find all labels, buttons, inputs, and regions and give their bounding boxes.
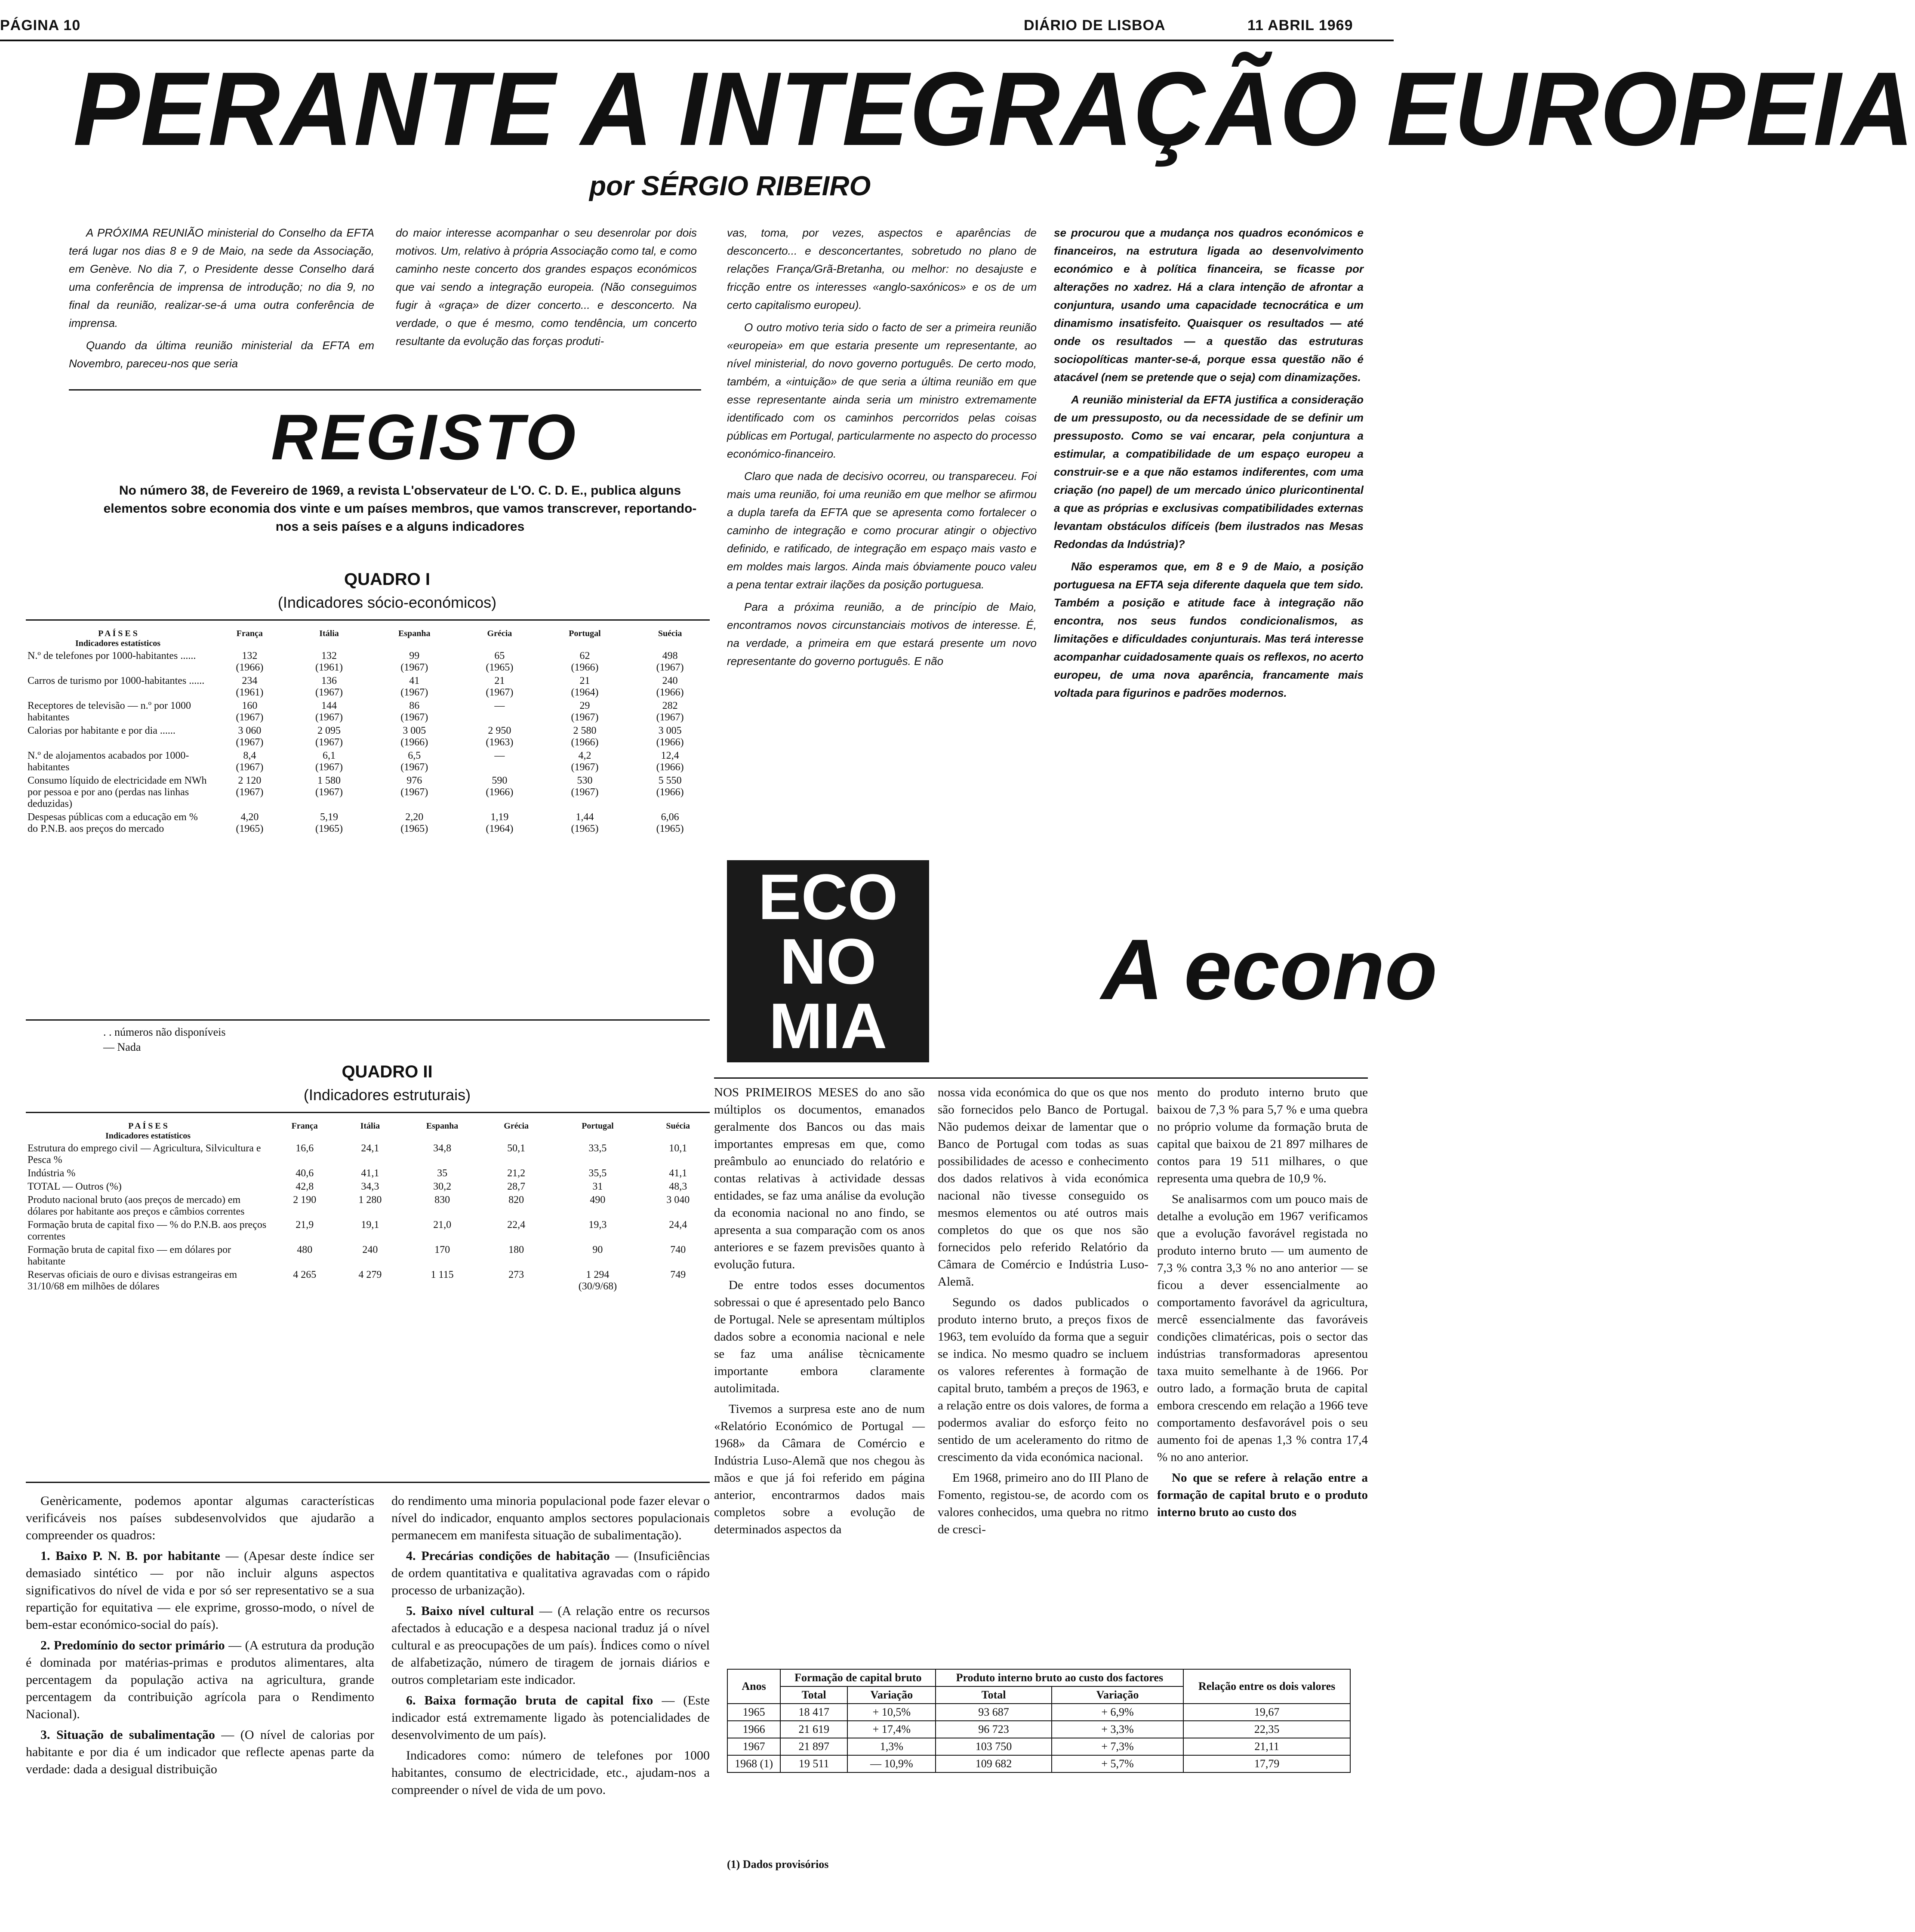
table-row xyxy=(26,749,710,774)
registo-text-col-2 xyxy=(391,1492,710,1802)
table-cell: 35,5 xyxy=(588,1168,607,1179)
table-cell: + 7,3% xyxy=(1052,1738,1184,1755)
row-label: Indústria % xyxy=(28,1168,76,1179)
table-cell: 21,11 xyxy=(1183,1738,1350,1755)
item-title: 6. Baixa formação bruta de capital fixo xyxy=(406,1693,653,1707)
table-cell: 132 (1961) xyxy=(315,650,343,673)
article-paragraph: do maior interesse acompanhar o seu desenrolar por dois motivos. Um, relativo à própria Associação como tal, e como caminho neste concerto dos grandes espaços económicos que vai sendo a integração europeia. (Não conseguimos fugir à «graça» de dizer concerto... e desconcerto. Na verdade, o que é mesmo, como tendência, um concerto resultante da evolução das forças produti- xyxy=(396,226,697,348)
table-row xyxy=(26,724,710,749)
table-cell: 34,8 xyxy=(433,1143,452,1154)
table-cell: 2 120 (1967) xyxy=(236,775,264,798)
table-cell: 170 xyxy=(434,1244,450,1255)
table-cell: — xyxy=(494,700,505,711)
table-cell: 2 950 (1963) xyxy=(486,725,514,748)
country-header: Itália xyxy=(360,1121,380,1131)
table-cell: — 10,9% xyxy=(847,1755,936,1772)
table-cell: 1 294 (30/9/68) xyxy=(578,1269,617,1292)
economia-col-1 xyxy=(714,1084,925,1541)
table-cell: 2 580 (1966) xyxy=(571,725,599,748)
economia-paragraph: No que se refere à relação entre a formação de capital bruto e o produto interno bruto ao custo dos xyxy=(1157,1471,1368,1519)
item-text: — (A estrutura da produção é dominada por matérias-primas e produtos alimentares, alta percentagem da população activa na agricultura, grande percentagem da contribuição agrícola para o Rendimento Nacional). xyxy=(26,1638,374,1721)
registo-text-col-1 xyxy=(26,1492,374,1781)
table-cell: + 6,9% xyxy=(1052,1704,1184,1721)
table-cell: 2,20 (1965) xyxy=(400,812,428,834)
table-cell: 42,8 xyxy=(296,1181,314,1192)
table-row xyxy=(26,1180,710,1194)
registo-paragraph xyxy=(391,1692,710,1744)
table-cell: + 17,4% xyxy=(847,1721,936,1738)
economia-rule xyxy=(714,1077,1368,1079)
economia-col-3 xyxy=(1157,1084,1368,1524)
country-header: Itália xyxy=(319,629,339,638)
table-cell: 1967 xyxy=(727,1738,780,1755)
table-cell: 30,2 xyxy=(433,1181,452,1192)
issue-date: 11 ABRIL 1969 xyxy=(1247,17,1353,34)
country-header: Espanha xyxy=(398,629,431,638)
row-label: Carros de turismo por 1000-habitantes ...... xyxy=(28,675,205,686)
col-header-anos: Anos xyxy=(727,1669,780,1704)
article-rule xyxy=(69,389,701,391)
country-header: Grécia xyxy=(504,1121,529,1131)
item-text: — (O nível de calorias por habitante e por dia é um indicador que reflecte apenas parte da verdade: dada a desigual distribuição xyxy=(26,1728,375,1776)
col-header-variacao: Variação xyxy=(847,1686,936,1704)
registo-paragraph xyxy=(26,1637,374,1723)
registo-paragraph xyxy=(26,1547,374,1634)
item-title: 3. Situação de subalimentação xyxy=(40,1728,215,1742)
table-cell: 240 xyxy=(362,1244,378,1255)
table-cell: 6,06 (1965) xyxy=(656,812,684,834)
table-row xyxy=(26,699,710,724)
header-rule xyxy=(0,40,1394,41)
table-cell: 86 (1967) xyxy=(400,700,428,723)
row-label: Receptores de televisão — n.º por 1000 habitantes xyxy=(28,700,191,723)
article-paragraph: A reunião ministerial da EFTA justifica a consideração de um pressuposto, ou da necessidade de se definir um pressuposto. Como se vai encarar, pela conjuntura a estimular, a compatibilidade de um espaço europeu a construir-se e a que não estamos indiferentes, com uma criação (no papel) de um mercado único pluricontinental a que as próprias e exclusivas compatibilidades externas levantam obstáculos difíceis (bem ilustrados nas Mesas Redondas da Indústria)? xyxy=(1054,393,1364,551)
row-label: Formação bruta de capital fixo — em dólares por habitante xyxy=(28,1244,231,1267)
table-cell: 1,44 (1965) xyxy=(571,812,599,834)
economia-paragraph: Se analisarmos com um pouco mais de detalhe a evolução em 1967 verificamos que a evolução favorável registada no produto interno bruto — um aumento de 7,3 % contra 3,3 % no ano anterior — se ficou a dever essencialmente ao comportamento favorável da agricultura, mercê essencialmente das favoráveis condições climatéricas, pois o sector das indústrias transformadoras apresentou taxa muito semelhante à de 1966. Por outro lado, a formação bruta de capital embora crescendo em relação a 1966 teve comportamento desfavorável pois o seu aumento foi de apenas 1,3 % contra 17,4 % no ano anterior. xyxy=(1157,1192,1368,1464)
table-cell: 240 (1966) xyxy=(656,675,684,698)
economia-paragraph: De entre todos esses documentos sobressai o que é apresentado pelo Banco de Portugal. Nele se apresentam múltiplos dados sobre a economia nacional e nele se faz uma análise tècnicamente importante embora claramente autolimitada. xyxy=(714,1278,925,1395)
table-cell: 3 005 (1966) xyxy=(656,725,684,748)
table-cell: 740 xyxy=(670,1244,686,1255)
table-cell: 93 687 xyxy=(936,1704,1051,1721)
byline: por SÉRGIO RIBEIRO xyxy=(589,170,871,201)
legend-nothing: — Nada xyxy=(103,1041,141,1053)
economia-table-note: (1) Dados provisórios xyxy=(727,1858,829,1870)
table-cell: 62 (1966) xyxy=(571,650,599,673)
table-cell: 21 (1967) xyxy=(486,675,514,698)
row-label: Produto nacional bruto (aos preços de mercado) em dólares por habitante aos preços e câmbios correntes xyxy=(28,1194,245,1217)
table-header-paises xyxy=(26,1120,270,1142)
row-label: Consumo líquido de electricidade em NWh por pessoa e por ano (perdas nas linhas deduzidas) xyxy=(28,775,207,809)
registo-paragraph xyxy=(391,1603,710,1689)
economia-table xyxy=(727,1669,1351,1773)
item-text: — (Apesar deste índice ser demasiado sintético — por não incluir alguns aspectos significativos do nível de vida e por só ser representativo se a sua repartição for equitativa — ele exprime, grosso-modo, o nível de bem-estar económico-social do país). xyxy=(26,1549,374,1632)
table-cell: 8,4 (1967) xyxy=(236,750,264,773)
registo-paragraph: Indicadores como: número de telefones por 1000 habitantes, consumo de electricidade, etc., ajudam-nos a compreender o nível de vida de um povo. xyxy=(391,1748,710,1797)
quadro-2-table xyxy=(26,1120,710,1293)
article-paragraph: A PRÓXIMA REUNIÃO ministerial do Conselho da EFTA terá lugar nos dias 8 e 9 de Maio, na sede da Associação, em Genève. No dia 7, o Presidente desse Conselho dará uma conferência de imprensa de introdução; no dia 9, no final da reunião, realizar-se-á uma outra conferência de imprensa. xyxy=(69,226,374,329)
col-header-fbc: Formação de capital bruto xyxy=(780,1669,936,1686)
table-cell: 19 511 xyxy=(780,1755,847,1772)
economia-title: A econo xyxy=(1101,922,1438,1018)
item-title: 4. Precárias condições de habitação xyxy=(406,1549,610,1563)
table-header-label: Indicadores estatísticos xyxy=(75,639,160,648)
article-col-2 xyxy=(396,224,697,354)
table-cell: + 3,3% xyxy=(1052,1721,1184,1738)
article-paragraph: vas, toma, por vezes, aspectos e aparências de desconcerto... e desconcertantes, sobretudo no plano de relações França/Grã-Bretanha, ou melhor: no desajuste e fricção entre os interesses «anglo-saxónicos» e os de um certo capitalismo europeu). xyxy=(727,226,1037,311)
economia-paragraph: mento do produto interno bruto que baixou de 7,3 % para 5,7 % e uma quebra no próprio volume da formação bruta de capital que baixou de 21 897 milhares de contos para 19 511 milhares, o que representa uma quebra de 10,9 %. xyxy=(1157,1086,1368,1185)
row-label: Reservas oficiais de ouro e divisas estrangeiras em 31/10/68 em milhões de dólares xyxy=(28,1269,237,1292)
table-row xyxy=(727,1755,1350,1772)
table-row xyxy=(26,1142,710,1167)
table-header-label: P A Í S E S xyxy=(98,629,138,638)
quadro-1-title: QUADRO I xyxy=(344,570,430,589)
table-cell: 35 xyxy=(437,1168,448,1179)
quadro-2-subtitle: (Indicadores estruturais) xyxy=(303,1086,471,1104)
table-cell: 28,7 xyxy=(507,1181,526,1192)
logo-line: MIA xyxy=(769,990,887,1062)
col-header-variacao: Variação xyxy=(1052,1686,1184,1704)
item-title: 1. Baixo P. N. B. por habitante xyxy=(40,1549,220,1563)
article-paragraph: se procurou que a mudança nos quadros económicos e financeiros, na estrutura ligada ao desenvolvimento económico e à política financeira, se ficasse por alterações no xadrez. Há a clara intenção de afrontar a conjuntura, usando uma capacidade tecnocrática e um dinamismo insatisfeito. Quaisquer os resultados — até onde os resultados — a questão das estruturas sociopolíticas manter-se-á, porque essa questão não é atacável (nem se pretende que o seja) com dinamizações. xyxy=(1054,226,1364,384)
logo-line: NO xyxy=(779,925,877,997)
table-cell: 234 (1961) xyxy=(236,675,264,698)
registo-title: REGISTO xyxy=(271,401,579,473)
table-cell: 24,1 xyxy=(361,1143,379,1154)
table-cell: 498 (1967) xyxy=(656,650,684,673)
country-header: Portugal xyxy=(582,1121,614,1131)
country-header: Suécia xyxy=(658,629,682,638)
table-cell: 1968 (1) xyxy=(727,1755,780,1772)
article-paragraph: Claro que nada de decisivo ocorreu, ou transpareceu. Foi mais uma reunião, foi uma reunião em que melhor se afirmou a dupla tarefa da EFTA que se apresenta como fortalecer o caminho de integração e como procurar atingir o objectivo definido, e ratificado, de integração em espaço mais vasto e em moldes mais largos. Ainda mais óbviamente pouco valeu a pena tentar extrair ilações da posição portuguesa. xyxy=(727,470,1037,591)
economia-logo xyxy=(727,860,929,1062)
table-row xyxy=(26,1268,710,1293)
table-row xyxy=(727,1738,1350,1755)
country-header: Espanha xyxy=(426,1121,459,1131)
table-row xyxy=(26,1194,710,1218)
table-row xyxy=(727,1721,1350,1738)
col-header-total: Total xyxy=(780,1686,847,1704)
table-cell: 21,0 xyxy=(433,1219,452,1231)
table-cell: 96 723 xyxy=(936,1721,1051,1738)
table-cell: 160 (1967) xyxy=(236,700,264,723)
row-label: Estrutura do emprego civil — Agricultura, Silvicultura e Pesca % xyxy=(28,1143,261,1166)
col-header-total: Total xyxy=(936,1686,1051,1704)
table-cell: 1,19 (1964) xyxy=(486,812,514,834)
quadro-2-title: QUADRO II xyxy=(342,1062,433,1081)
table-cell: 480 xyxy=(297,1244,313,1255)
item-text: — (A relação entre os recursos afectados à educação e a despesa nacional traduz já o nível cultural e as preocupações de um país). Índices como o nível de alfabetização, número de tiragem de jornais diários e outros completariam este indicador. xyxy=(391,1604,710,1687)
table-cell: 19,3 xyxy=(588,1219,607,1231)
registo-paragraph xyxy=(26,1726,374,1778)
table-cell: 22,4 xyxy=(507,1219,526,1231)
table-cell: 29 (1967) xyxy=(571,700,599,723)
table-cell: 830 xyxy=(434,1194,450,1206)
table-cell: 103 750 xyxy=(936,1738,1051,1755)
table-row xyxy=(727,1704,1350,1721)
economia-paragraph: Em 1968, primeiro ano do III Plano de Fomento, registou-se, de acordo com os valores conhecidos, uma quebra no ritmo de cresci- xyxy=(938,1471,1148,1536)
table-cell: 19,1 xyxy=(361,1219,379,1231)
row-label: Formação bruta de capital fixo — % do P.N.B. aos preços correntes xyxy=(28,1219,267,1242)
table-cell: 41 (1967) xyxy=(400,675,428,698)
table-cell: 21 (1964) xyxy=(571,675,599,698)
table-cell: 21 619 xyxy=(780,1721,847,1738)
main-headline: PERANTE A INTEGRAÇÃO EUROPEIA xyxy=(73,50,1915,168)
table-cell: 3 040 xyxy=(666,1194,690,1206)
quadro-1-rule xyxy=(26,619,710,621)
item-text: — (Este indicador está extremamente ligado às potencialidades de desenvolvimento de um país). xyxy=(391,1693,710,1742)
quadro-2-bottom-rule xyxy=(26,1482,710,1483)
table-cell: 99 (1967) xyxy=(400,650,428,673)
table-cell: 273 xyxy=(508,1269,524,1280)
quadro-1-subtitle: (Indicadores sócio-económicos) xyxy=(277,594,497,611)
table-cell: 180 xyxy=(508,1244,524,1255)
table-cell: 4 279 xyxy=(358,1269,382,1280)
table-cell: + 5,7% xyxy=(1052,1755,1184,1772)
table-cell: 144 (1967) xyxy=(315,700,343,723)
item-title: 2. Predomínio do sector primário xyxy=(40,1638,225,1652)
table-cell: + 10,5% xyxy=(847,1704,936,1721)
quadro-1-bottom-rule xyxy=(26,1019,710,1021)
article-col-4 xyxy=(1054,224,1364,706)
table-cell: 4,2 (1967) xyxy=(571,750,599,773)
table-cell: 18 417 xyxy=(780,1704,847,1721)
table-cell: 2 190 xyxy=(293,1194,317,1206)
country-header: França xyxy=(291,1121,318,1131)
table-cell: 749 xyxy=(670,1269,686,1280)
table-cell: 48,3 xyxy=(669,1181,687,1192)
country-header: Grécia xyxy=(487,629,512,638)
article-paragraph: Quando da última reunião ministerial da EFTA em Novembro, pareceu-nos que seria xyxy=(69,339,374,370)
item-text: — (Insuficiências de ordem quantitativa e qualitativa agravadas com o rápido processo de urbanização). xyxy=(391,1549,710,1597)
article-col-1 xyxy=(69,224,374,377)
table-header-paises xyxy=(26,628,210,649)
table-cell: 3 060 (1967) xyxy=(236,725,264,748)
table-cell: 24,4 xyxy=(669,1219,687,1231)
economia-paragraph: nossa vida económica do que os que nos são fornecidos pelo Banco de Portugal. Não pudemos deixar de lamentar que o Banco de Portugal com todas as suas possibilidades de acesso e conhecimento dos dados relativos à vida económica nacional não tivesse conseguido os mesmos elementos ou até outros mais completos do que os que nos são fornecidos pelo referido Relatório da Câmara de Comércio e Indústria Luso-Alemã. xyxy=(938,1086,1148,1289)
table-cell: 490 xyxy=(590,1194,606,1206)
table-cell: 19,67 xyxy=(1183,1704,1350,1721)
table-row xyxy=(26,1218,710,1243)
table-cell: 3 005 (1966) xyxy=(400,725,428,748)
table-cell: 17,79 xyxy=(1183,1755,1350,1772)
table-cell: 21 897 xyxy=(780,1738,847,1755)
table-cell: 136 (1967) xyxy=(315,675,343,698)
table-cell: 16,6 xyxy=(296,1143,314,1154)
table-cell: 1 580 (1967) xyxy=(315,775,343,798)
row-label: N.º de telefones por 1000-habitantes ...... xyxy=(28,650,196,661)
table-cell: 90 xyxy=(592,1244,603,1255)
table-cell: 4 265 xyxy=(293,1269,317,1280)
economia-paragraph: Tivemos a surpresa este ano de num «Relatório Económico de Portugal — 1968» da Câmara de Comércio e Indústria Luso-Alemã que nos chegou às mãos e que já foi referido em página anterior, encontrarmos dados mais completos sobre a evolução de determinados aspectos da xyxy=(714,1402,925,1536)
registo-paragraph xyxy=(391,1547,710,1599)
country-header: Portugal xyxy=(569,629,601,638)
table-row xyxy=(26,774,710,811)
country-header: Suécia xyxy=(666,1121,690,1131)
row-label: TOTAL — Outros (%) xyxy=(28,1181,122,1192)
table-cell: 976 (1967) xyxy=(400,775,428,798)
table-header-label: P A Í S E S xyxy=(128,1121,168,1131)
table-cell: 34,3 xyxy=(361,1181,379,1192)
col-header-relacao: Relação entre os dois valores xyxy=(1183,1669,1350,1704)
table-cell: 6,5 (1967) xyxy=(400,750,428,773)
economia-col-2 xyxy=(938,1084,1148,1541)
row-label: Despesas públicas com a educação em % do P.N.B. aos preços do mercado xyxy=(28,812,198,834)
article-paragraph: Para a próxima reunião, a de princípio de Maio, encontramos novos circunstanciais motivos de interesse. É, na verdade, a primeira em que estará presente um novo representante do governo português. E não xyxy=(727,600,1037,668)
table-cell: — xyxy=(494,750,505,761)
table-cell: 1965 xyxy=(727,1704,780,1721)
item-title: 5. Baixo nível cultural xyxy=(406,1604,534,1618)
table-cell: 10,1 xyxy=(669,1143,687,1154)
table-cell: 50,1 xyxy=(507,1143,526,1154)
table-row xyxy=(26,1167,710,1180)
table-cell: 820 xyxy=(508,1194,524,1206)
logo-line: ECO xyxy=(758,861,898,933)
table-cell: 12,4 (1966) xyxy=(656,750,684,773)
table-header-label: Indicadores estatísticos xyxy=(105,1131,191,1141)
table-cell: 590 (1966) xyxy=(486,775,514,798)
economia-paragraph: NOS PRIMEIROS MESES do ano são múltiplos os documentos, emanados geralmente dos Bancos ou das mais importantes empresas em que, como preâmbulo ao enunciado do relatório e contas relativas à actividade dessas entidades, se faz uma análise da evolução da economia nacional no ano findo, se apresenta a sua comparação com os anos anteriores e se fazem previsões quanto à evolução futura. xyxy=(714,1086,925,1271)
table-cell: 41,1 xyxy=(669,1168,687,1179)
table-cell: 65 (1965) xyxy=(486,650,514,673)
table-cell: 22,35 xyxy=(1183,1721,1350,1738)
row-label: Calorias por habitante e por dia ...... xyxy=(28,725,175,736)
legend-unavailable: . . números não disponíveis xyxy=(103,1026,226,1038)
table-cell: 1,3% xyxy=(847,1738,936,1755)
page-number: PÁGINA 10 xyxy=(0,17,81,34)
table-cell: 21,9 xyxy=(296,1219,314,1231)
table-cell: 41,1 xyxy=(361,1168,379,1179)
quadro-1-table xyxy=(26,628,710,836)
table-row xyxy=(26,674,710,699)
table-row xyxy=(26,649,710,674)
registo-intro: No número 38, de Fevereiro de 1969, a revista L'observateur de L'O. C. D. E., publica alguns elementos sobre economia dos vinte e um países membros, que vamos transcrever, reportando-nos a seis países e a alguns indicadores xyxy=(103,483,697,534)
registo-paragraph: do rendimento uma minoria populacional pode fazer elevar o nível do indicador, enquanto amplos sectores populacionais permanecem em manifesta situação de subalimentação). xyxy=(391,1494,710,1542)
row-label: N.º de alojamentos acabados por 1000-habitantes xyxy=(28,750,189,773)
country-header: França xyxy=(236,629,263,638)
table-cell: 21,2 xyxy=(507,1168,526,1179)
article-paragraph: Não esperamos que, em 8 e 9 de Maio, a posição portuguesa na EFTA seja diferente daquela que tem sido. Também a posição e atitude face à integração não encontra, nos seus fundos condicionalismos, as limitações e dificuldades conjunturais. Mas terá interesse acompanhar cuidadosamente quais os reflexos, no acerto europeu, de uma nova aparência, francamente mais voltada para figurinos e padrões modernos. xyxy=(1054,560,1364,699)
table-cell: 109 682 xyxy=(936,1755,1051,1772)
table-cell: 40,6 xyxy=(296,1168,314,1179)
table-cell: 282 (1967) xyxy=(656,700,684,723)
table-cell: 1 115 xyxy=(431,1269,454,1280)
article-col-3 xyxy=(727,224,1037,674)
table-row xyxy=(26,1243,710,1268)
table-row xyxy=(26,811,710,836)
table-cell: 1966 xyxy=(727,1721,780,1738)
table-cell: 132 (1966) xyxy=(236,650,264,673)
quadro-2-rule xyxy=(26,1112,710,1113)
table-cell: 6,1 (1967) xyxy=(315,750,343,773)
table-cell: 5 550 (1966) xyxy=(656,775,684,798)
table-cell: 5,19 (1965) xyxy=(315,812,343,834)
registo-paragraph: Genèricamente, podemos apontar algumas características verificáveis nos países subdesenvolvidos que ajudarão a compreender os quadros: xyxy=(26,1494,374,1542)
table-cell: 31 xyxy=(592,1181,603,1192)
newspaper-name: DIÁRIO DE LISBOA xyxy=(1024,17,1166,34)
economia-paragraph: Segundo os dados publicados o produto interno bruto, a preços fixos de 1963, tem evoluído da forma que a seguir se indica. No mesmo quadro se incluem os valores referentes à formação de capital bruto, também a preços de 1963, e a relação entre os dois valores, de forma a podermos avaliar do esforço feito no sentido de um aceleramento do ritmo de crescimento da vida económica nacional. xyxy=(938,1295,1148,1464)
table-cell: 530 (1967) xyxy=(571,775,599,798)
col-header-pib: Produto interno bruto ao custo dos factores xyxy=(936,1669,1183,1686)
table-cell: 1 280 xyxy=(358,1194,382,1206)
table-cell: 2 095 (1967) xyxy=(315,725,343,748)
article-paragraph: O outro motivo teria sido o facto de ser a primeira reunião «europeia» em que estaria presente um representante, ao nível ministerial, do novo governo português. De certo modo, também, a «intuição» de que seria a última reunião em que esse representante ainda seria um ministro extremamente identificado com os caminhos percorridos pelas coisas públicas em Portugal, particularmente no aspecto do processo económico-financeiro. xyxy=(727,321,1037,460)
table-cell: 4,20 (1965) xyxy=(236,812,264,834)
table-cell: 33,5 xyxy=(588,1143,607,1154)
